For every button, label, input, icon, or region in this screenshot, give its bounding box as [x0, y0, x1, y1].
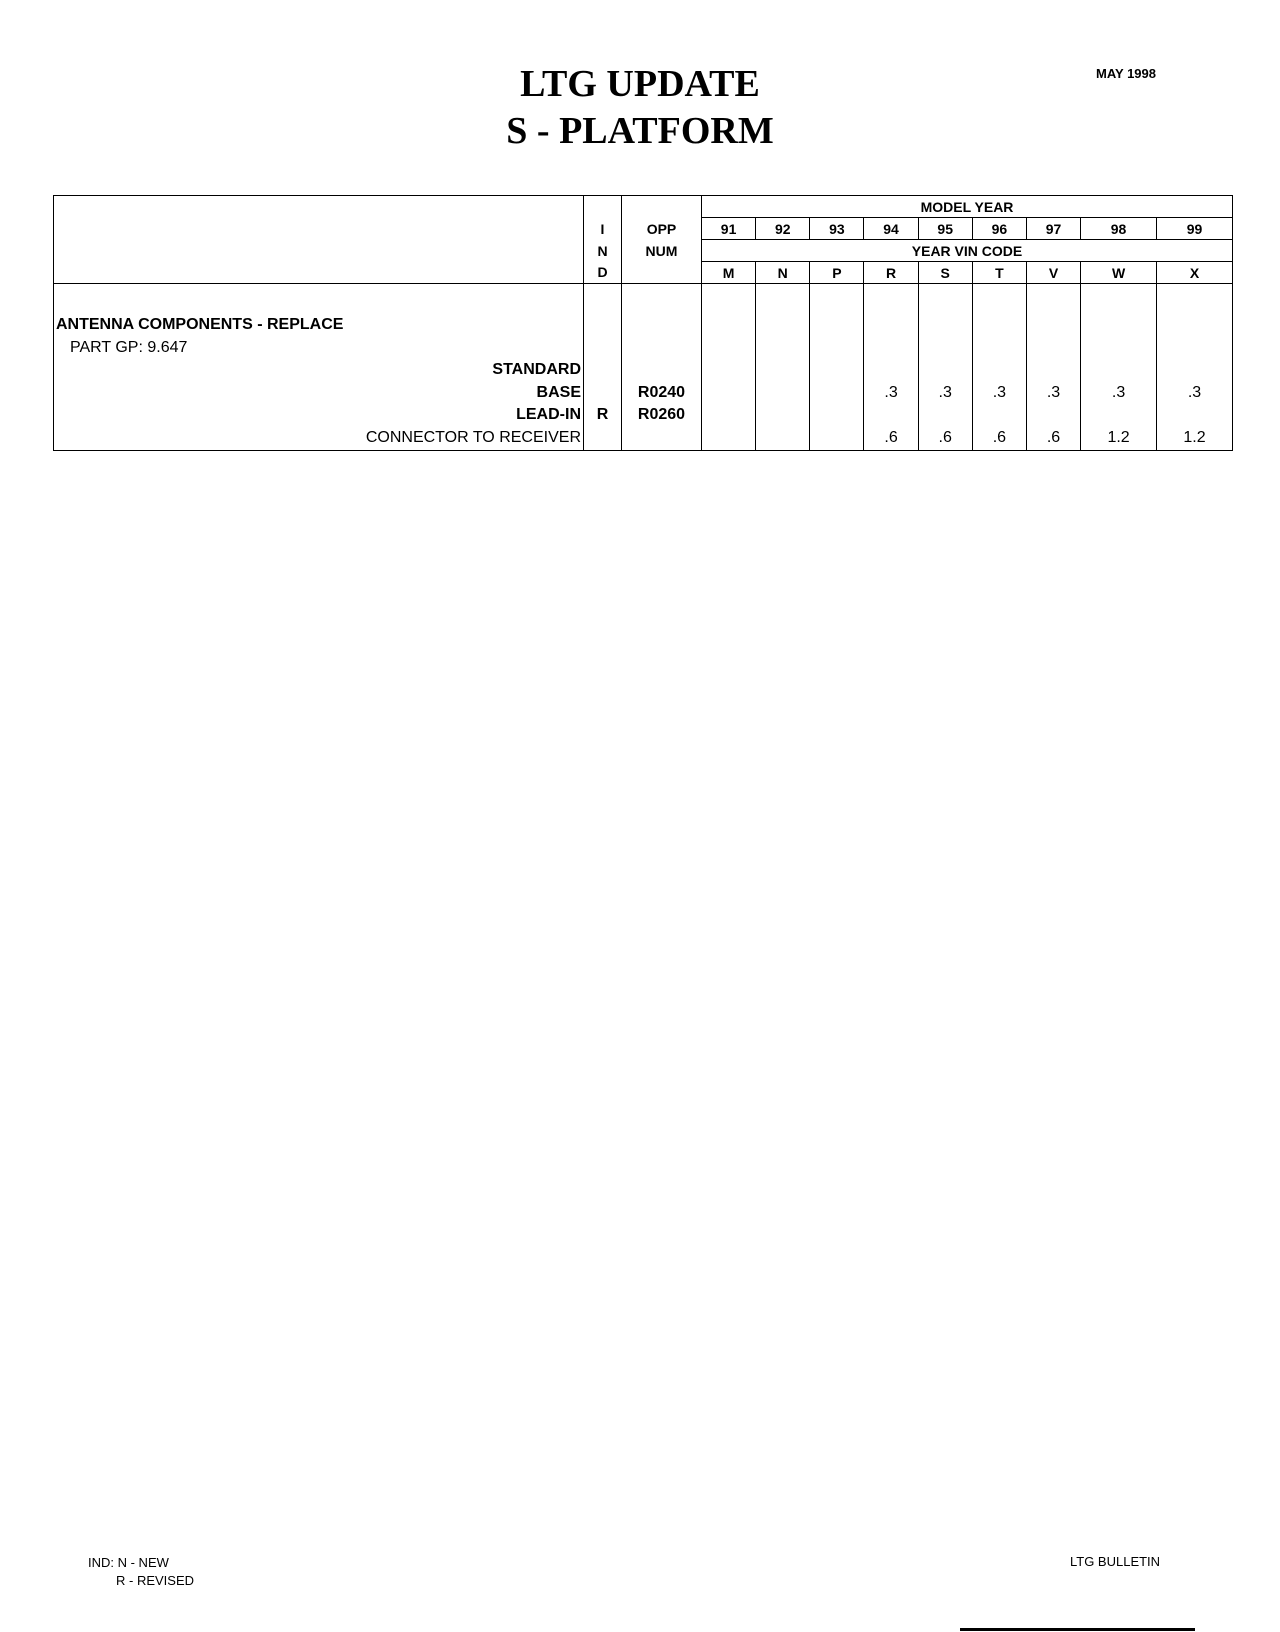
year-column-1 — [756, 284, 810, 451]
time-value — [864, 404, 917, 427]
time-value — [702, 359, 755, 382]
ind-base — [584, 382, 621, 405]
time-value — [756, 404, 809, 427]
time-value — [810, 382, 863, 405]
ind-header — [584, 196, 622, 218]
ind-connector — [584, 427, 621, 450]
model-year-header: MODEL YEAR — [702, 196, 1233, 218]
vin-code-3: R — [864, 262, 918, 284]
bulletin-label: LTG BULLETIN — [1070, 1554, 1161, 1569]
time-value — [973, 404, 1026, 427]
year-header-8: 99 — [1157, 218, 1233, 240]
time-value — [864, 359, 917, 382]
time-value — [756, 427, 809, 450]
ind-label-d: D — [584, 262, 622, 284]
vin-code-4: S — [918, 262, 972, 284]
vin-code-8: X — [1157, 262, 1233, 284]
opp-cell — [622, 284, 702, 451]
time-value — [919, 359, 972, 382]
line-label-standard: STANDARD — [492, 361, 581, 379]
opp-standard — [622, 359, 701, 382]
opp-label-line1: OPP — [622, 218, 702, 240]
year-header-7: 98 — [1081, 218, 1157, 240]
time-value — [756, 359, 809, 382]
ind-legend-new: IND: N - NEW — [88, 1555, 169, 1570]
time-value — [702, 382, 755, 405]
time-value: .6 — [992, 428, 1007, 446]
time-value — [1027, 359, 1080, 382]
opp-header — [622, 196, 702, 218]
time-value: .6 — [938, 428, 952, 446]
description-cell — [54, 284, 584, 451]
time-value: .3 — [992, 383, 1007, 401]
ind-lead-in: R — [596, 406, 609, 424]
line-label-connector: CONNECTOR TO RECEIVER — [365, 428, 581, 446]
year-header-6: 97 — [1026, 218, 1080, 240]
time-value: .3 — [1111, 383, 1126, 401]
ind-legend — [88, 1554, 194, 1590]
time-value — [810, 427, 863, 450]
time-value — [1081, 359, 1156, 382]
year-column-6 — [1026, 284, 1080, 451]
time-value: .6 — [1046, 428, 1061, 446]
ind-label-n: N — [584, 240, 622, 262]
time-value — [1081, 404, 1156, 427]
time-value — [810, 359, 863, 382]
year-column-4 — [918, 284, 972, 451]
vin-code-6: V — [1026, 262, 1080, 284]
line-label-base: BASE — [536, 383, 581, 401]
year-header-5: 96 — [972, 218, 1026, 240]
year-header-2: 93 — [810, 218, 864, 240]
document-title: LTG UPDATE — [520, 63, 760, 105]
time-value — [756, 382, 809, 405]
bottom-rule — [960, 1628, 1195, 1631]
time-value — [810, 404, 863, 427]
description-header — [54, 196, 584, 218]
time-value — [1157, 404, 1232, 427]
year-column-8 — [1157, 284, 1233, 451]
section-title: ANTENNA COMPONENTS - REPLACE — [56, 316, 344, 333]
vin-code-7: W — [1081, 262, 1157, 284]
year-column-5 — [972, 284, 1026, 451]
time-value: .6 — [884, 428, 898, 446]
vin-code-0: M — [702, 262, 756, 284]
line-label-lead-in: LEAD-IN — [516, 406, 581, 424]
document-subtitle: S - PLATFORM — [506, 110, 774, 152]
time-value: 1.2 — [1183, 428, 1206, 446]
opp-label-line2: NUM — [622, 240, 702, 262]
labor-time-table — [53, 195, 1233, 451]
ind-cell — [584, 284, 622, 451]
year-column-7 — [1081, 284, 1157, 451]
part-group: PART GP: 9.647 — [70, 338, 188, 356]
time-value: .3 — [884, 383, 898, 401]
year-header-0: 91 — [702, 218, 756, 240]
time-value — [702, 427, 755, 450]
opp-lead-in: R0260 — [637, 406, 686, 424]
time-value — [1027, 404, 1080, 427]
year-column-2 — [810, 284, 864, 451]
time-value — [1157, 359, 1232, 382]
vin-code-header: YEAR VIN CODE — [702, 240, 1233, 262]
vin-code-1: N — [756, 262, 810, 284]
year-header-1: 92 — [756, 218, 810, 240]
opp-connector — [622, 427, 701, 450]
opp-base: R0240 — [637, 383, 686, 401]
vin-code-2: P — [810, 262, 864, 284]
year-header-4: 95 — [918, 218, 972, 240]
time-value — [973, 359, 1026, 382]
ind-legend-revised: R - REVISED — [116, 1573, 195, 1588]
document-date: MAY 1998 — [1096, 66, 1156, 81]
time-value: 1.2 — [1107, 428, 1130, 446]
time-value: .3 — [938, 383, 952, 401]
year-column-0 — [702, 284, 756, 451]
vin-code-5: T — [972, 262, 1026, 284]
time-value: .3 — [1187, 383, 1202, 401]
time-value: .3 — [1046, 383, 1061, 401]
year-column-3 — [864, 284, 918, 451]
ind-standard — [584, 359, 621, 382]
time-value — [919, 404, 972, 427]
time-value — [702, 404, 755, 427]
year-header-3: 94 — [864, 218, 918, 240]
ind-label-i: I — [584, 218, 622, 240]
